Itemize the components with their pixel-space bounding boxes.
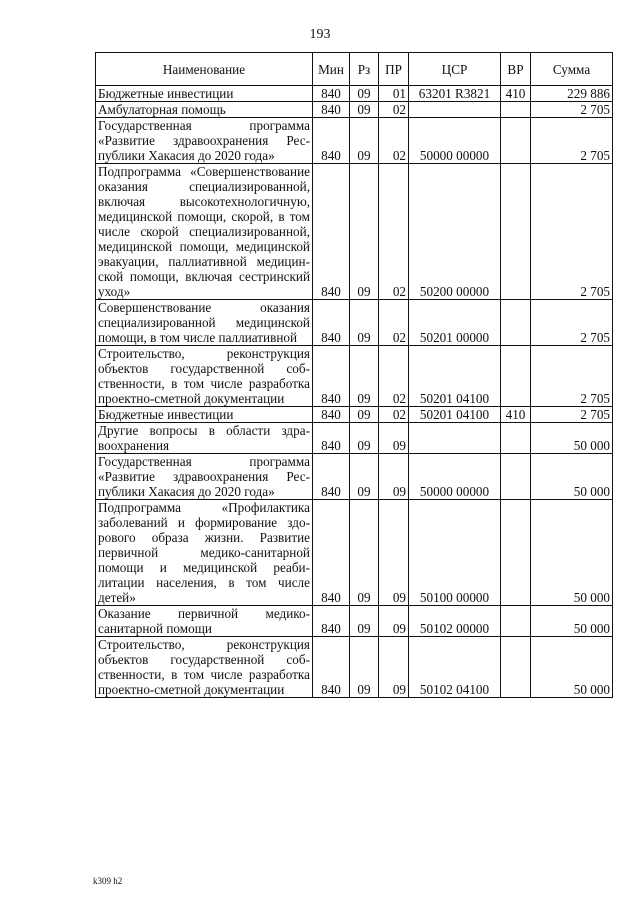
cell-csr: [409, 423, 501, 454]
cell-vr: [501, 300, 531, 346]
cell-min: 840: [313, 637, 350, 698]
cell-sum: 229 886: [531, 86, 613, 102]
table-row: [96, 86, 613, 102]
cell-rz: 09: [350, 346, 379, 407]
header-pr: ПР: [379, 53, 409, 86]
cell-name: Строительство, реконструкция объектов государственной собственности, в том числе разработка проектно-сметной документации: [96, 637, 313, 698]
table-row: [96, 102, 613, 118]
cell-min: 840: [313, 164, 350, 300]
cell-sum: 2 705: [531, 346, 613, 407]
cell-pr: 02: [379, 346, 409, 407]
cell-rz: 09: [350, 454, 379, 500]
cell-name: Подпрограмма «Совершенствование оказания специализированной, включая высокотехнологичную, медицинской помощи, скорой, в том числе скорой специализированной, медицинской помощи, медицинской эвакуации, паллиативной медицинской помощи, включая сестринский уход»: [96, 164, 313, 300]
cell-vr: [501, 346, 531, 407]
cell-pr: 02: [379, 164, 409, 300]
cell-vr: 410: [501, 86, 531, 102]
cell-rz: 09: [350, 500, 379, 606]
cell-csr: [409, 102, 501, 118]
cell-vr: [501, 102, 531, 118]
header-name: Наименование: [96, 53, 313, 86]
cell-csr: 50000 00000: [409, 118, 501, 164]
cell-name: Бюджетные инвестиции: [96, 86, 313, 102]
cell-name: Амбулаторная помощь: [96, 102, 313, 118]
cell-min: 840: [313, 500, 350, 606]
footer-code: k309 h2: [93, 876, 123, 886]
cell-min: 840: [313, 86, 350, 102]
cell-pr: 02: [379, 102, 409, 118]
cell-rz: 09: [350, 118, 379, 164]
table-row: [96, 407, 613, 423]
cell-csr: 50000 00000: [409, 454, 501, 500]
cell-vr: [501, 637, 531, 698]
cell-min: 840: [313, 423, 350, 454]
budget-table: [95, 52, 613, 698]
cell-pr: 02: [379, 300, 409, 346]
cell-sum: 50 000: [531, 423, 613, 454]
cell-csr: 50201 04100: [409, 407, 501, 423]
cell-min: 840: [313, 407, 350, 423]
cell-name: Бюджетные инвестиции: [96, 407, 313, 423]
table-row: [96, 423, 613, 454]
cell-sum: 50 000: [531, 454, 613, 500]
cell-csr: 50102 00000: [409, 606, 501, 637]
cell-rz: 09: [350, 606, 379, 637]
cell-vr: [501, 118, 531, 164]
cell-name: Подпрограмма «Профилактика заболеваний и формирование здорового образа жизни. Развитие первичной медико-санитарной помощи и медицинской реабилитации населения, в том числе детей»: [96, 500, 313, 606]
table-row: [96, 500, 613, 606]
cell-name: Государственная программа «Развитие здравоохранения Республики Хакасия до 2020 года»: [96, 454, 313, 500]
cell-name: Строительство, реконструкция объектов государственной собственности, в том числе разработка проектно-сметной документации: [96, 346, 313, 407]
cell-csr: 50200 00000: [409, 164, 501, 300]
header-rz: Рз: [350, 53, 379, 86]
cell-rz: 09: [350, 86, 379, 102]
cell-sum: 50 000: [531, 637, 613, 698]
cell-sum: 50 000: [531, 606, 613, 637]
table-row: [96, 637, 613, 698]
cell-vr: [501, 606, 531, 637]
header-csr: ЦСР: [409, 53, 501, 86]
cell-vr: [501, 164, 531, 300]
cell-pr: 09: [379, 637, 409, 698]
table-row: [96, 118, 613, 164]
cell-min: 840: [313, 118, 350, 164]
cell-pr: 02: [379, 407, 409, 423]
cell-min: 840: [313, 300, 350, 346]
cell-pr: 01: [379, 86, 409, 102]
cell-rz: 09: [350, 637, 379, 698]
page-number: 193: [309, 27, 331, 42]
cell-sum: 2 705: [531, 164, 613, 300]
table-header-row: [96, 53, 613, 86]
cell-vr: [501, 454, 531, 500]
cell-pr: 09: [379, 500, 409, 606]
cell-name: Другие вопросы в области здравоохранения: [96, 423, 313, 454]
cell-csr: 50201 00000: [409, 300, 501, 346]
header-sum: Сумма: [531, 53, 613, 86]
cell-name: Совершенствование оказания специализированной медицинской помощи, в том числе паллиативной: [96, 300, 313, 346]
cell-sum: 50 000: [531, 500, 613, 606]
cell-sum: 2 705: [531, 407, 613, 423]
cell-vr: [501, 423, 531, 454]
cell-rz: 09: [350, 102, 379, 118]
cell-rz: 09: [350, 407, 379, 423]
table-row: [96, 164, 613, 300]
header-min: Мин: [313, 53, 350, 86]
cell-sum: 2 705: [531, 118, 613, 164]
cell-rz: 09: [350, 423, 379, 454]
cell-sum: 2 705: [531, 102, 613, 118]
cell-csr: 50100 00000: [409, 500, 501, 606]
cell-csr: 63201 R3821: [409, 86, 501, 102]
cell-pr: 09: [379, 454, 409, 500]
cell-min: 840: [313, 606, 350, 637]
cell-pr: 09: [379, 606, 409, 637]
cell-name: Государственная программа «Развитие здравоохранения Республики Хакасия до 2020 года»: [96, 118, 313, 164]
cell-pr: 02: [379, 118, 409, 164]
cell-vr: 410: [501, 407, 531, 423]
cell-rz: 09: [350, 300, 379, 346]
table-row: [96, 454, 613, 500]
cell-name: Оказание первичной медико-санитарной помощи: [96, 606, 313, 637]
cell-vr: [501, 500, 531, 606]
cell-rz: 09: [350, 164, 379, 300]
cell-sum: 2 705: [531, 300, 613, 346]
cell-min: 840: [313, 102, 350, 118]
table-body: [96, 86, 613, 698]
cell-csr: 50201 04100: [409, 346, 501, 407]
table-row: [96, 300, 613, 346]
cell-csr: 50102 04100: [409, 637, 501, 698]
table-row: [96, 346, 613, 407]
table-row: [96, 606, 613, 637]
cell-min: 840: [313, 454, 350, 500]
header-vr: ВР: [501, 53, 531, 86]
cell-pr: 09: [379, 423, 409, 454]
cell-min: 840: [313, 346, 350, 407]
